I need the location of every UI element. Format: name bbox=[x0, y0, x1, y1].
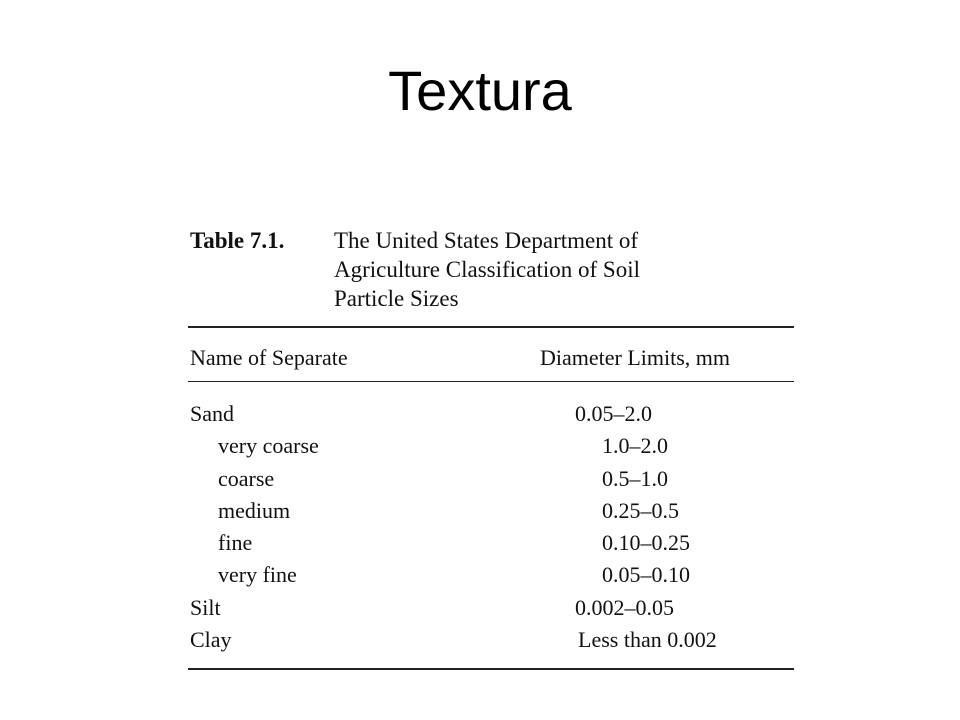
table-body bbox=[188, 398, 798, 656]
separate-name: Sand bbox=[190, 401, 234, 426]
separate-name: Clay bbox=[190, 627, 232, 653]
caption-line: Particle Sizes bbox=[334, 286, 459, 311]
diameter-limits: Less than 0.002 bbox=[578, 627, 717, 653]
diameter-limits: 0.5–1.0 bbox=[602, 465, 668, 491]
table-top-rule bbox=[188, 326, 794, 328]
separate-name: very coarse bbox=[218, 433, 319, 459]
table-row bbox=[188, 624, 798, 656]
diameter-limits: 0.10–0.25 bbox=[602, 530, 690, 556]
diameter-limits: 1.0–2.0 bbox=[602, 433, 668, 459]
column-header-diameter: Diameter Limits, mm bbox=[540, 345, 731, 370]
table-header-rule bbox=[188, 381, 794, 382]
table-caption bbox=[188, 220, 798, 320]
diameter-limits: 0.05–2.0 bbox=[575, 401, 652, 426]
table-bottom-rule bbox=[188, 668, 794, 670]
table-row bbox=[188, 463, 798, 495]
diameter-limits: 0.05–0.10 bbox=[602, 562, 690, 588]
table-row bbox=[188, 527, 798, 559]
caption-line: Agriculture Classification of Soil bbox=[334, 257, 640, 282]
diameter-limits: 0.002–0.05 bbox=[575, 594, 674, 620]
table-row bbox=[188, 592, 798, 624]
separate-name: fine bbox=[218, 530, 253, 556]
separate-name: coarse bbox=[218, 465, 275, 491]
table-row bbox=[188, 559, 798, 591]
slide-title: Textura bbox=[388, 59, 572, 122]
separate-name: medium bbox=[218, 497, 291, 523]
table-label: Table 7.1. bbox=[190, 228, 285, 253]
column-header-name: Name of Separate bbox=[190, 345, 348, 370]
separate-name: very fine bbox=[218, 562, 297, 588]
table-row bbox=[188, 430, 798, 462]
caption-line: The United States Department of bbox=[334, 228, 639, 253]
soil-particle-table bbox=[188, 220, 798, 653]
table-row bbox=[188, 495, 798, 527]
table-row bbox=[188, 398, 798, 430]
table-caption-text bbox=[334, 226, 754, 313]
diameter-limits: 0.25–0.5 bbox=[602, 497, 679, 523]
separate-name: Silt bbox=[190, 594, 221, 620]
